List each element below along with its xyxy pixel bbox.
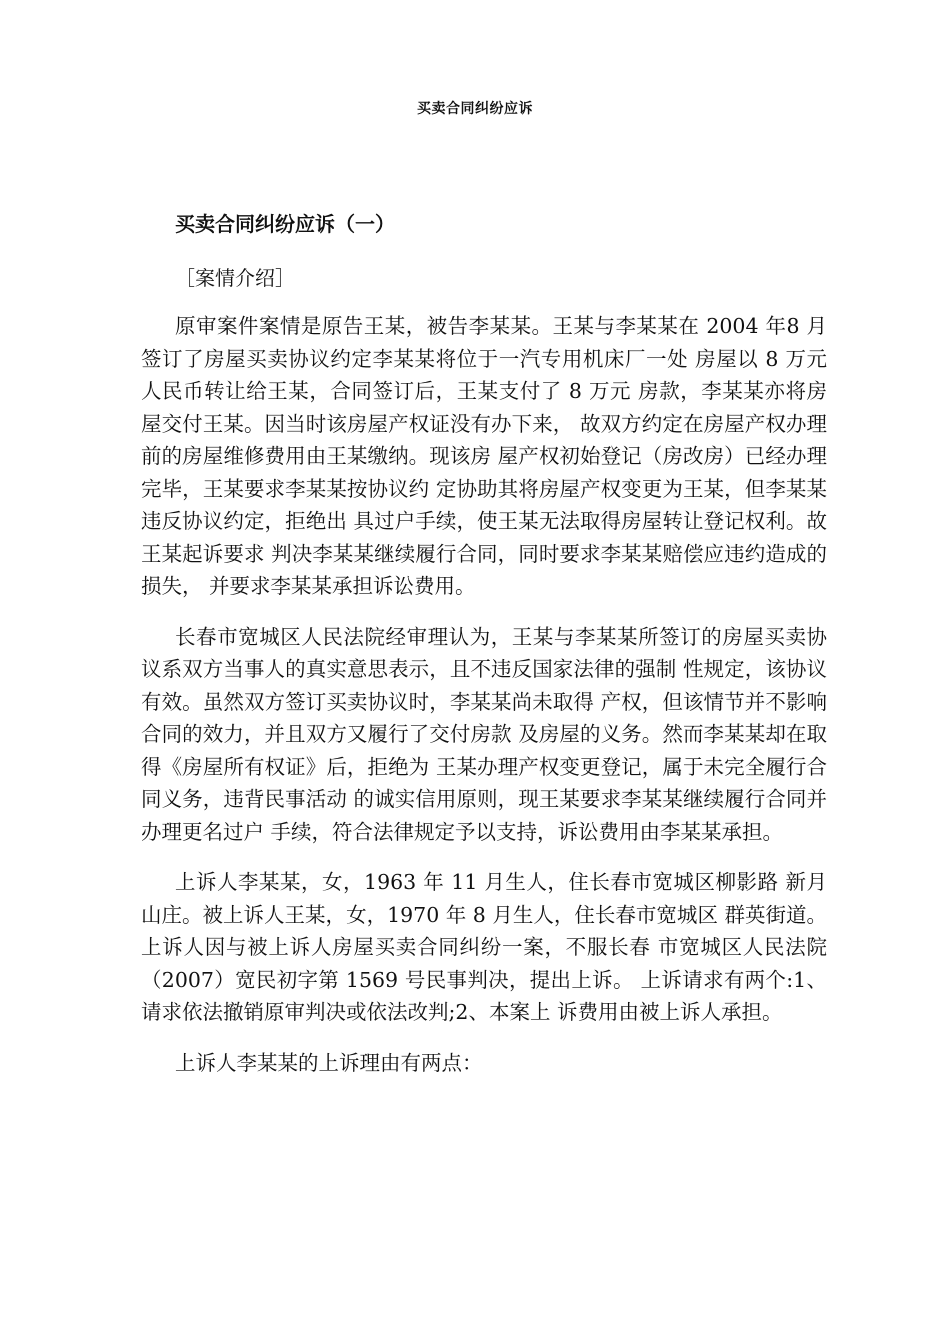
running-header: 买卖合同纠纷应诉	[417, 101, 533, 117]
paragraph-court-ruling: 长春市宽城区人民法院经审理认为，王某与李某某所签订的房屋买卖协议系双方当事人的真实意思表示，且不违反国家法律的强制 性规定，该协议有效。虽然双方签订买卖协议时，李某某尚未取得 产权，但该情节并不影响合同的效力，并且双方又履行了交付房款 及房屋的义务。然而李某某却在取得《房屋所有权证》后，拒绝为 王某办理产权变更登记，属于未完全履行合同义务，违背民事活动 的诚实信用原则，现王某要求李某某继续履行合同并办理更名过户 手续，符合法律规定予以支持，诉讼费用由李某某承担。	[141, 624, 827, 844]
document-body	[141, 208, 827, 1079]
paragraph-appeal: 上诉人李某某，女，1963 年 11 月生人，住长春市宽城区柳影路 新月山庄。被上诉人王某，女，1970 年 8 月生人，住长春市宽城区 群英街道。上诉人因与被上诉人房屋买卖合同纠纷一案，不服长春 市宽城区人民法院（2007）宽民初字第 1569 号民事判决，提出上诉。 上诉请求有两个:1、请求依法撤销原审判决或依法改判;2、本案上 诉费用由被上诉人承担。	[141, 870, 827, 1024]
document-title: 买卖合同纠纷应诉（一）	[175, 212, 395, 236]
paragraph-original-case: 原审案件案情是原告王某，被告李某某。王某与李某某在 2004 年8 月签订了房屋买卖协议约定李某某将位于一汽专用机床厂一处 房屋以 8 万元人民币转让给王某，合同签订后，王某支付了 8 万元 房款，李某某亦将房屋交付王某。因当时该房屋产权证没有办下来， 故双方约定在房屋产权办理前的房屋维修费用由王某缴纳。现该房 屋产权初始登记（房改房）已经办理完毕，王某要求李某某按协议约 定协助其将房屋产权变更为王某，但李某某违反协议约定，拒绝出 具过户手续，使王某无法取得房屋转让登记权利。故王某起诉要求 判决李某某继续履行合同，同时要求李某某赔偿应违约造成的损失， 并要求李某某承担诉讼费用。	[141, 314, 827, 598]
section-heading-case-intro: ［案情介绍］	[175, 266, 295, 290]
paragraph-appeal-reasons: 上诉人李某某的上诉理由有两点：	[175, 1050, 483, 1075]
